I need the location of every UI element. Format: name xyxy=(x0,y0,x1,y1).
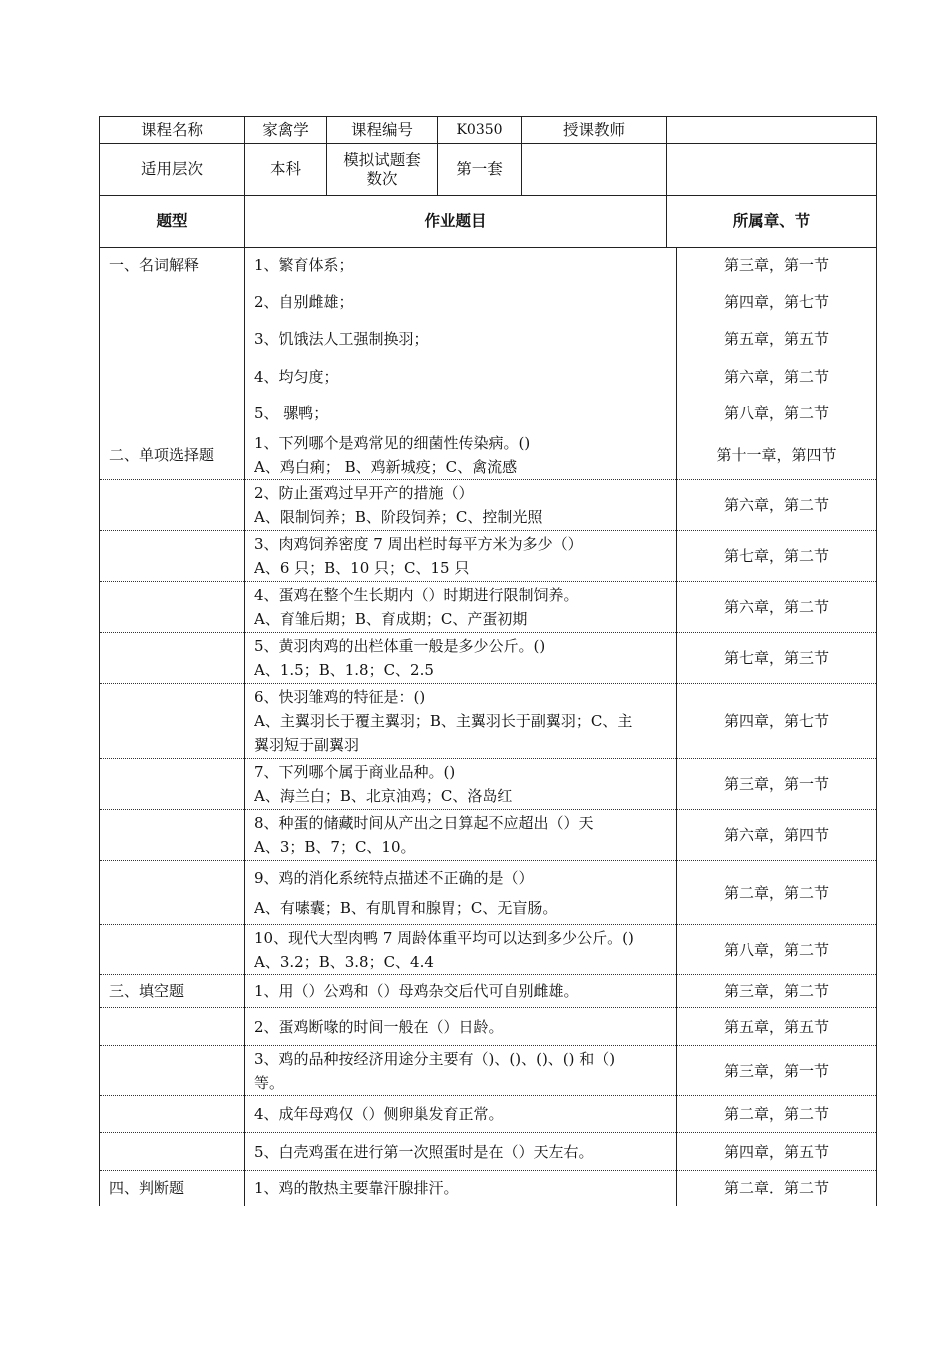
question-line: 4、成年母鸡仅（）侧卵巢发育正常。 xyxy=(254,1105,504,1123)
question-line: A、限制饲养；B、阶段饲养；C、控制光照 xyxy=(254,508,543,526)
table-row xyxy=(100,247,877,283)
question-type-cell xyxy=(100,1046,245,1096)
chapter-cell: 第六章，第二节 xyxy=(677,480,877,531)
question-line: 4、蛋鸡在整个生长期内（）时期进行限制饲养。 xyxy=(254,586,579,604)
question-type-cell xyxy=(100,1008,245,1046)
question-line: A、6 只；B、10 只；C、15 只 xyxy=(254,559,470,577)
question-line: 3、鸡的品种按经济用途分主要有（)、()、()、() 和（) xyxy=(254,1049,616,1068)
set-value: 第一套 xyxy=(438,144,522,196)
question-type-cell xyxy=(100,633,245,684)
question-type-cell xyxy=(100,759,245,810)
chapter-cell: 第三章，第二节 xyxy=(677,975,877,1008)
set-label-text: 模拟试题套数次 xyxy=(343,150,421,188)
table-row xyxy=(100,1171,877,1206)
question-type-cell xyxy=(100,1133,245,1171)
question-cell xyxy=(245,431,677,480)
table-row xyxy=(100,975,877,1008)
question-line: A、育雏后期；B、育成期；C、产蛋初期 xyxy=(254,610,528,628)
question-line: 8、种蛋的储藏时间从产出之日算起不应超出（）天 xyxy=(254,814,594,832)
question-type-cell: 一、名词解释 xyxy=(100,247,245,283)
question-line: 1、鸡的散热主要靠汗腺排汗。 xyxy=(254,1179,459,1198)
question-cell xyxy=(245,531,677,582)
question-cell xyxy=(245,759,677,810)
question-cell xyxy=(245,358,677,395)
table-row xyxy=(100,925,877,975)
question-line: 10、现代大型肉鸭 7 周龄体重平均可以达到多少公斤。() xyxy=(254,928,634,947)
question-line: 2、防止蛋鸡过早开产的措施（） xyxy=(254,484,474,502)
question-line: A、海兰白；B、北京油鸡；C、洛岛红 xyxy=(254,787,513,805)
question-line: 5、 骡鸭； xyxy=(254,404,329,422)
question-cell xyxy=(245,480,677,531)
chapter-cell: 第二章，第二节 xyxy=(677,861,877,925)
table-row xyxy=(100,861,877,925)
question-cell xyxy=(245,810,677,861)
question-line: 2、自别雌雄； xyxy=(254,292,354,311)
question-cell xyxy=(245,1046,677,1096)
table-row xyxy=(100,358,877,395)
chapter-cell: 第十一章，第四节 xyxy=(677,431,877,480)
chapter-cell: 第三章，第一节 xyxy=(677,759,877,810)
question-type-cell xyxy=(100,480,245,531)
question-line: 1、用（）公鸡和（）母鸡杂交后代可自别雌雄。 xyxy=(254,982,579,1000)
table-row xyxy=(100,1046,877,1096)
chapter-cell: 第四章，第五节 xyxy=(677,1133,877,1171)
question-type-cell xyxy=(100,531,245,582)
question-cell xyxy=(245,320,677,358)
question-cell xyxy=(245,684,677,759)
question-cell xyxy=(245,1133,677,1171)
question-line: A、鸡白痢； B、鸡新城疫；C、禽流感 xyxy=(254,458,518,476)
question-cell xyxy=(245,283,677,320)
question-line: A、主翼羽长于覆主翼羽；B、主翼羽长于副翼羽；C、主 xyxy=(254,712,633,730)
question-line: A、有嗉囊；B、有肌胃和腺胃；C、无盲肠。 xyxy=(254,898,558,917)
question-line: A、1.5；B、1.8；C、2.5 xyxy=(254,661,434,679)
question-cell xyxy=(245,395,677,431)
course-code-label: 课程编号 xyxy=(327,117,438,144)
level-label: 适用层次 xyxy=(100,144,245,196)
question-cell xyxy=(245,582,677,633)
chapter-cell: 第七章，第二节 xyxy=(677,531,877,582)
question-line: 翼羽短于副翼羽 xyxy=(254,736,360,754)
teacher-value xyxy=(667,117,877,144)
table-row xyxy=(100,431,877,480)
table-row xyxy=(100,1133,877,1171)
question-type-cell xyxy=(100,861,245,925)
question-table xyxy=(99,247,877,1206)
question-line: A、3；B、7；C、10。 xyxy=(254,838,416,856)
table-row xyxy=(100,1096,877,1133)
chapter-cell: 第四章，第七节 xyxy=(677,283,877,320)
question-line: 9、鸡的消化系统特点描述不正确的是（） xyxy=(254,868,534,887)
question-line: 7、下列哪个属于商业品种。() xyxy=(254,763,456,781)
question-type-cell xyxy=(100,283,245,320)
table-row xyxy=(100,283,877,320)
table-row xyxy=(100,395,877,431)
question-line: 3、肉鸡饲养密度 7 周出栏时每平方米为多少（） xyxy=(254,535,583,553)
chapter-cell: 第二章，第二节 xyxy=(677,1096,877,1133)
course-header-table xyxy=(99,116,877,248)
teacher-label: 授课教师 xyxy=(522,117,667,144)
chapter-cell: 第八章，第二节 xyxy=(677,925,877,975)
question-type-cell xyxy=(100,684,245,759)
table-row xyxy=(100,633,877,684)
question-cell xyxy=(245,1008,677,1046)
question-line: 等。 xyxy=(254,1073,285,1092)
question-cell xyxy=(245,247,677,283)
course-name-label: 课程名称 xyxy=(100,117,245,144)
course-code: K0350 xyxy=(438,117,522,144)
question-line: 5、白壳鸡蛋在进行第一次照蛋时是在（）天左右。 xyxy=(254,1142,594,1161)
question-line: 4、均匀度； xyxy=(254,367,339,386)
question-line: 1、下列哪个是鸡常见的细菌性传染病。() xyxy=(254,434,531,452)
chapter-cell: 第二章．第二节 xyxy=(677,1171,877,1206)
question-type-cell: 二、单项选择题 xyxy=(100,431,245,480)
question-type-cell xyxy=(100,358,245,395)
table-row xyxy=(100,1008,877,1046)
question-cell xyxy=(245,861,677,925)
col-header-chapter: 所属章、节 xyxy=(667,196,877,248)
question-line: 2、蛋鸡断喙的时间一般在（）日龄。 xyxy=(254,1017,504,1036)
col-header-type: 题型 xyxy=(100,196,245,248)
course-name: 家禽学 xyxy=(245,117,327,144)
level-value: 本科 xyxy=(245,144,327,196)
question-cell xyxy=(245,1171,677,1206)
question-cell xyxy=(245,975,677,1008)
table-row xyxy=(100,759,877,810)
question-type-cell xyxy=(100,810,245,861)
table-row xyxy=(100,531,877,582)
table-row xyxy=(100,582,877,633)
question-line: 5、黄羽肉鸡的出栏体重一般是多少公斤。() xyxy=(254,637,546,655)
question-cell xyxy=(245,1096,677,1133)
table-row xyxy=(100,810,877,861)
question-type-cell xyxy=(100,1096,245,1133)
question-type-cell xyxy=(100,925,245,975)
chapter-cell: 第六章，第二节 xyxy=(677,358,877,395)
chapter-cell: 第三章，第一节 xyxy=(677,247,877,283)
question-type-cell xyxy=(100,582,245,633)
empty-cell xyxy=(667,144,877,196)
chapter-cell: 第六章，第二节 xyxy=(677,582,877,633)
question-line: 1、繁育体系； xyxy=(254,256,354,274)
question-cell xyxy=(245,633,677,684)
question-line: A、3.2；B、3.8；C、4.4 xyxy=(254,952,434,971)
question-line: 6、快羽雏鸡的特征是：() xyxy=(254,688,426,706)
table-row xyxy=(100,480,877,531)
empty-cell xyxy=(522,144,667,196)
table-row xyxy=(100,320,877,358)
chapter-cell: 第五章，第五节 xyxy=(677,1008,877,1046)
chapter-cell: 第八章，第二节 xyxy=(677,395,877,431)
question-type-cell xyxy=(100,320,245,358)
question-cell xyxy=(245,925,677,975)
col-header-question: 作业题目 xyxy=(245,196,667,248)
question-type-cell xyxy=(100,395,245,431)
chapter-cell: 第三章，第一节 xyxy=(677,1046,877,1096)
chapter-cell: 第六章，第四节 xyxy=(677,810,877,861)
question-type-cell: 三、填空题 xyxy=(100,975,245,1008)
chapter-cell: 第五章，第五节 xyxy=(677,320,877,358)
question-type-cell: 四、判断题 xyxy=(100,1171,245,1206)
question-line: 3、饥饿法人工强制换羽； xyxy=(254,330,429,348)
table-row xyxy=(100,684,877,759)
set-label xyxy=(327,144,438,196)
chapter-cell: 第四章，第七节 xyxy=(677,684,877,759)
chapter-cell: 第七章，第三节 xyxy=(677,633,877,684)
